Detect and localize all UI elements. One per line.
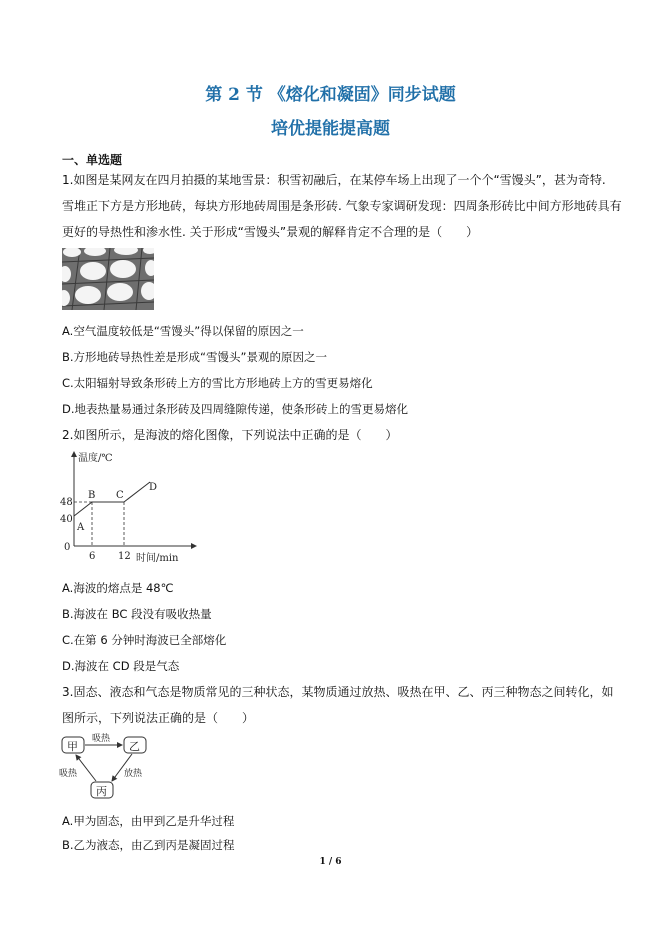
graph-tick-12: 12	[118, 551, 131, 562]
edge-label-right: 放热	[124, 769, 143, 779]
q2-option-c: C.在第 6 分钟时海波已全部熔化	[62, 633, 227, 647]
q1-option-b: B.方形地砖导热性差是形成“雪馒头”景观的原因之一	[62, 350, 327, 364]
q1-option-d: D.地表热量易通过条形砖及四周缝隙传递，使条形砖上的雪更易熔化	[62, 402, 409, 416]
q2-option-d: D.海波在 CD 段是气态	[62, 659, 180, 673]
node-jia: 甲	[67, 740, 78, 753]
edge-label-left: 吸热	[59, 769, 78, 779]
q2-option-b: B.海波在 BC 段没有吸收热量	[62, 607, 212, 621]
q3-option-b: B.乙为液态，由乙到丙是凝固过程	[62, 838, 235, 852]
graph-point-a: A	[77, 522, 85, 533]
q1-line-2: 雪堆正下方是方形地砖，每块方形地砖周围是条形砖. 气象专家调研发现：四周条形砖比中间方形地砖具有	[62, 199, 622, 213]
document-subtitle: 培优提能提高题	[271, 119, 390, 139]
q3-line-1: 3.固态、液态和气态是物质常见的三种状态，某物质通过放热、吸热在甲、乙、丙三种物态之间转化，如	[62, 685, 614, 699]
graph-point-c: C	[116, 490, 124, 501]
q1-option-c: C.太阳辐射导致条形砖上方的雪比方形地砖上方的雪更易熔化	[62, 376, 373, 390]
graph-point-d: D	[149, 482, 158, 493]
q1-line-3: 更好的导热性和渗水性. 关于形成“雪馒头”景观的解释肯定不合理的是（ ）	[62, 225, 479, 239]
graph-x-label: 时间/min	[136, 553, 179, 564]
graph-y-label: 温度/℃	[78, 453, 113, 464]
q1-option-a: A.空气温度较低是“雪馒头”得以保留的原因之一	[62, 324, 304, 338]
q2-option-a: A.海波的熔点是 48℃	[62, 581, 174, 595]
node-bing: 丙	[96, 785, 107, 798]
state-cycle-diagram	[58, 730, 168, 800]
arrow-bing-jia	[76, 755, 96, 781]
graph-tick-48: 48	[60, 497, 73, 508]
melting-graph	[58, 450, 198, 568]
graph-point-b: B	[88, 490, 96, 501]
snow-pavement-photo	[62, 248, 154, 310]
graph-origin: 0	[64, 542, 71, 553]
edge-label-top: 吸热	[92, 734, 111, 744]
page-number: 1 / 6	[319, 857, 342, 867]
graph-tick-6: 6	[89, 551, 96, 562]
graph-curve	[74, 482, 150, 516]
q3-option-a: A.甲为固态，由甲到乙是升华过程	[62, 814, 235, 828]
graph-tick-40: 40	[60, 514, 73, 525]
node-yi: 乙	[129, 740, 140, 753]
document-title: 第 2 节 《熔化和凝固》同步试题	[205, 85, 456, 105]
section-heading: 一、单选题	[62, 153, 123, 167]
q2-stem: 2.如图所示，是海波的熔化图像，下列说法中正确的是（ ）	[62, 428, 398, 442]
q3-line-2: 图所示，下列说法正确的是（ ）	[62, 711, 255, 725]
q1-line-1: 1.如图是某网友在四月拍摄的某地雪景：积雪初融后，在某停车场上出现了一个个“雪馒头”，甚为奇特.	[62, 173, 606, 187]
